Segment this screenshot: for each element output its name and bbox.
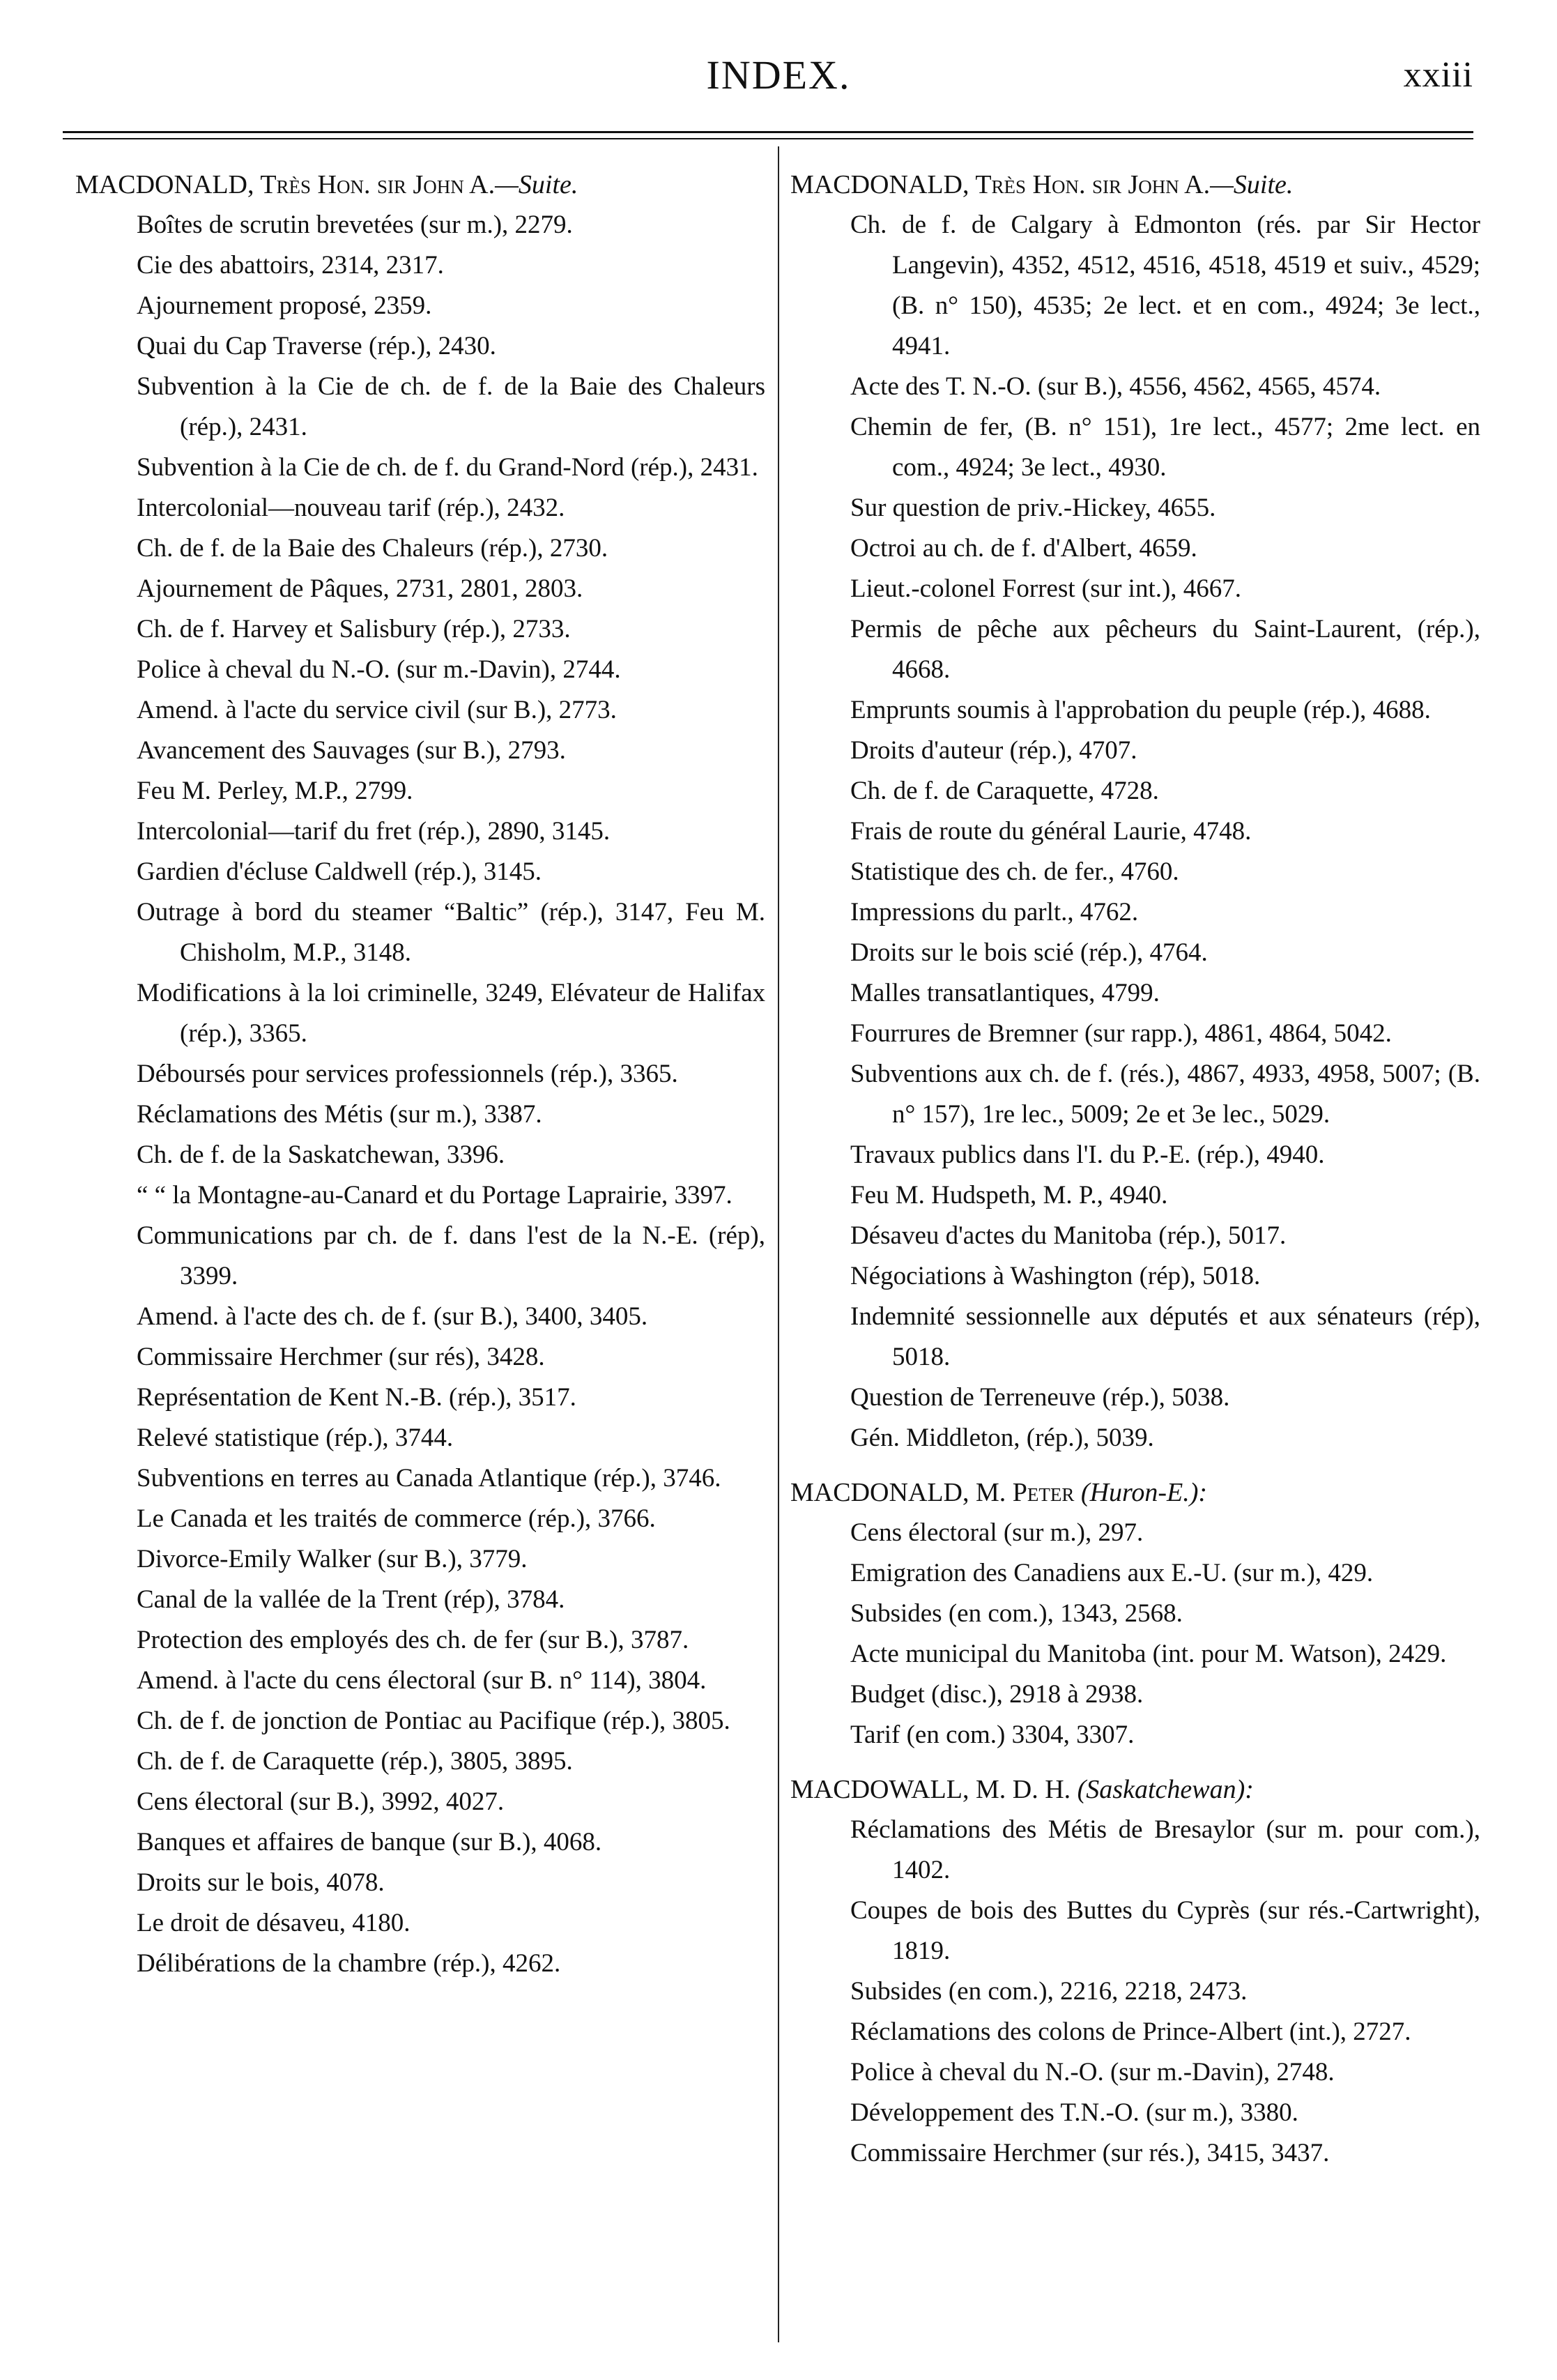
index-entry: Impressions du parlt., 4762. [850, 898, 1139, 926]
index-entry: Boîtes de scrutin brevetées (sur m.), 2279. [137, 211, 573, 239]
index-entry: Canal de la vallée de la Trent (rép), 3784. [137, 1585, 565, 1614]
index-entry: Feu M. Perley, M.P., 2799. [137, 777, 413, 805]
index-entry: Lieut.-colonel Forrest (sur int.), 4667. [850, 574, 1242, 603]
index-entry: Gén. Middleton, (rép.), 5039. [850, 1424, 1154, 1452]
index-entry: Ch. de f. de Calgary à Edmonton (rés. par Sir Hector Langevin), 4352, 4512, 4516, 4518, 4519 et suiv., 4529; (B. n° 150), 4535; 2e lect. et en com., 4924; 3e lect., 4941. [850, 211, 1480, 360]
index-entry: Outrage à bord du steamer “Baltic” (rép.), 3147, Feu M. Chisholm, M.P., 3148. [137, 898, 765, 967]
member-riding: (Saskatchewan): [1077, 1775, 1254, 1804]
index-entry: Ajournement proposé, 2359. [137, 291, 432, 320]
member-heading [790, 1769, 1480, 1810]
index-entry: Police à cheval du N.-O. (sur m.-Davin), 2744. [137, 655, 621, 684]
page-header [63, 42, 1494, 132]
index-entry: Droits d'auteur (rép.), 4707. [850, 736, 1137, 765]
index-entry: Frais de route du général Laurie, 4748. [850, 817, 1252, 846]
index-entry: Délibérations de la chambre (rép.), 4262. [137, 1949, 561, 1978]
index-entry: Commissaire Herchmer (sur rés.), 3415, 3437. [850, 2139, 1330, 2167]
index-entry: Ajournement de Pâques, 2731, 2801, 2803. [137, 574, 583, 603]
index-entry: Désaveu d'actes du Manitoba (rép.), 5017. [850, 1221, 1287, 1250]
index-entry: Développement des T.N.-O. (sur m.), 3380. [850, 2098, 1298, 2127]
index-entry: Chemin de fer, (B. n° 151), 1re lect., 4577; 2me lect. en com., 4924; 3e lect., 4930. [850, 413, 1480, 482]
index-entry: Subsides (en com.), 1343, 2568. [850, 1599, 1183, 1628]
right-column [790, 165, 1480, 2174]
index-entry: Commissaire Herchmer (sur rés), 3428. [137, 1343, 545, 1371]
index-entry: Subsides (en com.), 2216, 2218, 2473. [850, 1977, 1248, 2006]
index-entry: Acte municipal du Manitoba (int. pour M. Watson), 2429. [850, 1640, 1447, 1668]
index-entry: Subventions aux ch. de f. (rés.), 4867, 4933, 4958, 5007; (B. n° 157), 1re lec., 5009; 2e et 3e lec., 5029. [850, 1060, 1480, 1129]
index-entry: Coupes de bois des Buttes du Cyprès (sur rés.-Cartwright), 1819. [850, 1896, 1480, 1965]
index-entry: Ch. de f. de la Saskatchewan, 3396. [137, 1141, 505, 1169]
heading-suffix: —Suite. [495, 170, 578, 199]
index-entry: “ “ la Montagne-au-Canard et du Portage Laprairie, 3397. [137, 1181, 733, 1210]
index-entry: Indemnité sessionnelle aux députés et aux sénateurs (rép), 5018. [850, 1302, 1480, 1371]
index-entry: Malles transatlantiques, 4799. [850, 979, 1160, 1007]
index-entry: Travaux publics dans l'I. du P.-E. (rép.), 4940. [850, 1141, 1325, 1169]
index-entry: Subventions en terres au Canada Atlantique (rép.), 3746. [137, 1464, 721, 1493]
index-entry: Ch. de f. de Caraquette (rép.), 3805, 3895. [137, 1747, 573, 1776]
index-entry: Feu M. Hudspeth, M. P., 4940. [850, 1181, 1168, 1210]
index-entry: Réclamations des colons de Prince-Albert (int.), 2727. [850, 2017, 1411, 2046]
index-entry: Amend. à l'acte des ch. de f. (sur B.), 3400, 3405. [137, 1302, 648, 1331]
index-entry: Communications par ch. de f. dans l'est de la N.-E. (rép), 3399. [137, 1221, 765, 1290]
column-divider [778, 146, 779, 2342]
index-entry: Droits sur le bois, 4078. [137, 1868, 385, 1897]
index-entry: Amend. à l'acte du service civil (sur B.), 2773. [137, 696, 617, 724]
index-entry: Réclamations des Métis (sur m.), 3387. [137, 1100, 542, 1129]
heading-suffix: —Suite. [1210, 170, 1294, 199]
index-entry: Droits sur le bois scié (rép.), 4764. [850, 938, 1208, 967]
index-entry: Ch. de f. de la Baie des Chaleurs (rép.), 2730. [137, 534, 608, 563]
index-entry: Modifications à la loi criminelle, 3249, Elévateur de Halifax (rép.), 3365. [137, 979, 765, 1048]
index-entry: Cie des abattoirs, 2314, 2317. [137, 251, 444, 280]
heading-name: MACDONALD, Très Hon. sir John A. [790, 170, 1211, 199]
index-entry: Relevé statistique (rép.), 3744. [137, 1424, 454, 1452]
index-entry: Acte des T. N.-O. (sur B.), 4556, 4562, 4565, 4574. [850, 372, 1381, 401]
index-entry: Tarif (en com.) 3304, 3307. [850, 1721, 1135, 1749]
index-entry: Permis de pêche aux pêcheurs du Saint-Laurent, (rép.), 4668. [850, 615, 1480, 684]
index-entry: Quai du Cap Traverse (rép.), 2430. [137, 332, 496, 360]
index-entry: Ch. de f. de jonction de Pontiac au Pacifique (rép.), 3805. [137, 1707, 730, 1735]
index-entry: Emigration des Canadiens aux E.-U. (sur m.), 429. [850, 1559, 1374, 1587]
member-heading [790, 1472, 1480, 1513]
member-name: MACDOWALL, M. D. H. [790, 1775, 1071, 1804]
index-entry: Ch. de f. de Caraquette, 4728. [850, 777, 1159, 805]
index-entry: Représentation de Kent N.-B. (rép.), 3517. [137, 1383, 576, 1412]
index-entry: Police à cheval du N.-O. (sur m.-Davin), 2748. [850, 2058, 1335, 2087]
index-entry: Emprunts soumis à l'approbation du peuple (rép.), 4688. [850, 696, 1431, 724]
index-entry: Statistique des ch. de fer., 4760. [850, 857, 1179, 886]
heading-name: MACDONALD, Très Hon. sir John A. [75, 170, 496, 199]
index-entry: Intercolonial—tarif du fret (rép.), 2890, 3145. [137, 817, 611, 846]
index-entry: Banques et affaires de banque (sur B.), 4068. [137, 1828, 602, 1856]
index-entry: Gardien d'écluse Caldwell (rép.), 3145. [137, 857, 542, 886]
member-name: MACDONALD, M. Peter [790, 1478, 1075, 1507]
index-entry: Le Canada et les traités de commerce (rép.), 3766. [137, 1504, 656, 1533]
index-entry: Fourrures de Bremner (sur rapp.), 4861, 4864, 5042. [850, 1019, 1392, 1048]
index-entry: Cens électoral (sur m.), 297. [850, 1518, 1144, 1547]
index-entry: Octroi au ch. de f. d'Albert, 4659. [850, 534, 1197, 563]
index-entry: Protection des employés des ch. de fer (sur B.), 3787. [137, 1626, 689, 1654]
index-entry: Ch. de f. Harvey et Salisbury (rép.), 2733. [137, 615, 571, 643]
index-entry: Subvention à la Cie de ch. de f. du Grand-Nord (rép.), 2431. [137, 453, 758, 482]
index-entry: Déboursés pour services professionnels (rép.), 3365. [137, 1060, 678, 1088]
index-heading [790, 165, 1480, 205]
left-column [75, 165, 765, 1984]
index-entry: Budget (disc.), 2918 à 2938. [850, 1680, 1144, 1709]
index-entry: Divorce-Emily Walker (sur B.), 3779. [137, 1545, 528, 1573]
index-heading [75, 165, 765, 205]
header-rule [63, 131, 1473, 133]
index-entry: Négociations à Washington (rép), 5018. [850, 1262, 1261, 1290]
index-entry: Subvention à la Cie de ch. de f. de la Baie des Chaleurs (rép.), 2431. [137, 372, 765, 441]
index-entry: Amend. à l'acte du cens électoral (sur B. n° 114), 3804. [137, 1666, 707, 1695]
page-number: xxiii [1403, 55, 1473, 95]
index-entry: Réclamations des Métis de Bresaylor (sur m. pour com.), 1402. [850, 1815, 1480, 1884]
index-entry: Intercolonial—nouveau tarif (rép.), 2432. [137, 494, 565, 522]
member-riding: (Huron-E.): [1080, 1478, 1208, 1507]
index-entry: Le droit de désaveu, 4180. [137, 1909, 411, 1937]
index-entry: Sur question de priv.-Hickey, 4655. [850, 494, 1216, 522]
index-entry: Avancement des Sauvages (sur B.), 2793. [137, 736, 566, 765]
index-entry: Cens électoral (sur B.), 3992, 4027. [137, 1787, 505, 1816]
index-entry: Question de Terreneuve (rép.), 5038. [850, 1383, 1230, 1412]
page-title: INDEX. [706, 52, 851, 98]
header-rule-secondary [63, 138, 1473, 139]
